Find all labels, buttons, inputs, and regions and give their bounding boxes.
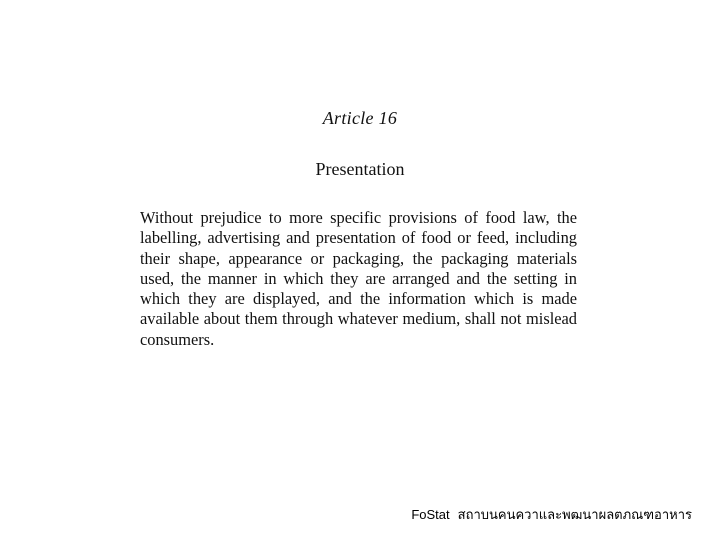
article-title: Presentation [315, 159, 405, 179]
footer-organization: สถาบนคนควาและพฒนาผลตภณฑอาหาร [457, 507, 692, 522]
footer [411, 504, 692, 525]
footer-brand: FoStat [411, 507, 450, 522]
article-body: Without prejudice to more specific provisions of food law, the labelling, advertising and presentation of food or feed, including their shape, appearance or packaging, the packaging materials used, the manner in which they are arranged and the setting in which they are displayed, and the information which is made available about them through whatever medium, shall not mislead consumers. [140, 208, 577, 349]
article-number: Article 16 [322, 108, 398, 128]
